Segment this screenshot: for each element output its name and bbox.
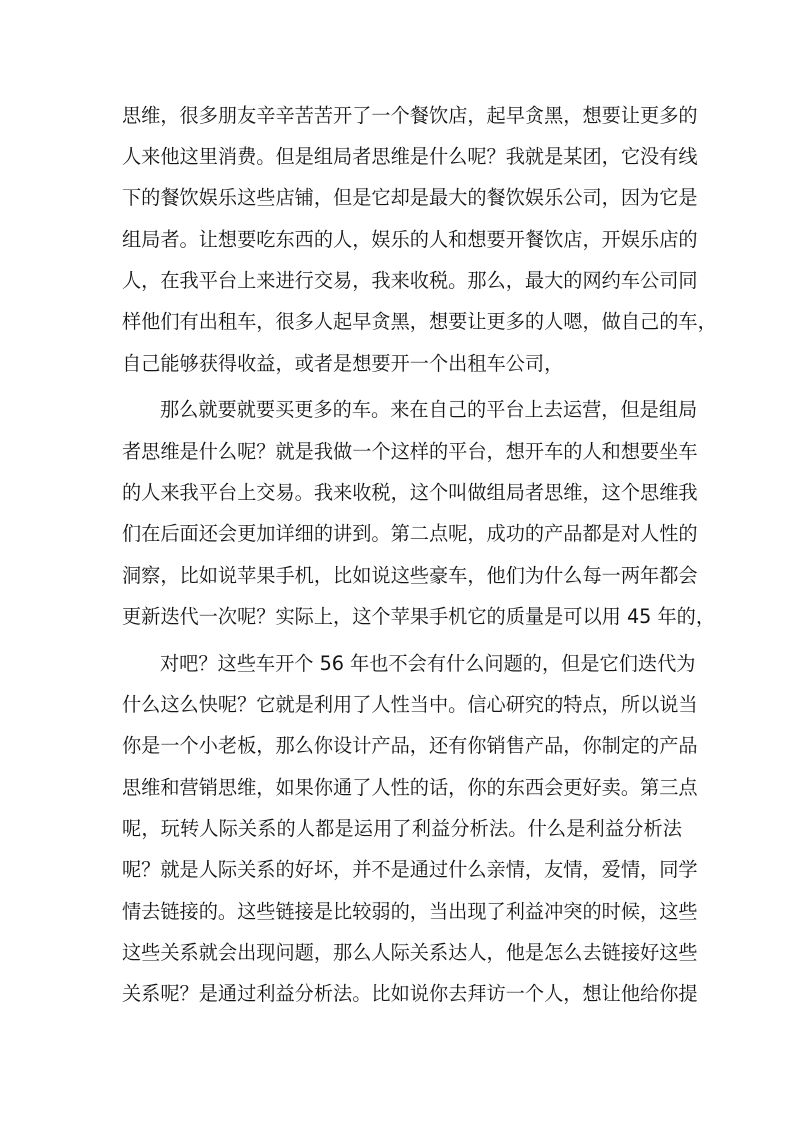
text-line-22: 关系呢？是通过利益分析法。比如说你去拜访一个人，想让他给你提: [122, 982, 698, 1005]
text-line-9: 者思维是什么呢？就是我做一个这样的平台，想开车的人和想要坐车: [122, 440, 698, 463]
text-line-21: 这些关系就会出现问题，那么人际关系达人，他是怎么去链接好这些: [122, 941, 698, 964]
text-line-19: 呢？就是人际关系的好坏，并不是通过什么亲情，友情，爱情，同学: [122, 858, 698, 881]
text-line-20: 情去链接的。这些链接是比较弱的，当出现了利益冲突的时候，这些: [122, 900, 698, 923]
text-line-7: 自己能够获得收益，或者是想要开一个出租车公司，: [122, 352, 564, 375]
text-line-16: 你是一个小老板，那么你设计产品，还有你销售产品，你制定的产品: [122, 734, 698, 757]
text-line-1: 思维，很多朋友辛辛苦苦开了一个餐饮店，起早贪黑，想要让更多的: [122, 104, 698, 127]
text-line-13: 更新迭代一次呢？实际上，这个苹果手机它的质量是可以用 45 年的，: [122, 605, 716, 628]
text-line-5: 人，在我平台上来进行交易，我来收税。那么，最大的网约车公司同: [122, 269, 698, 292]
text-line-14: 对吧？这些车开个 56 年也不会有什么问题的，但是它们迭代为: [160, 652, 696, 675]
text-line-2: 人来他这里消费。但是组局者思维是什么呢？我就是某团，它没有线: [122, 145, 698, 168]
text-line-17: 思维和营销思维，如果你通了人性的话，你的东西会更好卖。第三点: [122, 776, 698, 799]
text-line-12: 洞察，比如说苹果手机，比如说这些豪车，他们为什么每一两年都会: [122, 564, 698, 587]
text-line-15: 什么这么快呢？它就是利用了人性当中。信心研究的特点，所以说当: [122, 693, 698, 716]
text-line-11: 们在后面还会更加详细的讲到。第二点呢，成功的产品都是对人性的: [122, 522, 698, 545]
text-line-6: 样他们有出租车，很多人起早贪黑，想要让更多的人嗯，做自己的车，: [122, 310, 717, 333]
text-line-4: 组局者。让想要吃东西的人，娱乐的人和想要开餐饮店，开娱乐店的: [122, 228, 698, 251]
text-line-3: 下的餐饮娱乐这些店铺，但是它却是最大的餐饮娱乐公司，因为它是: [122, 186, 698, 209]
text-line-8: 那么就要就要买更多的车。来在自己的平台上去运营，但是组局: [160, 398, 698, 421]
text-line-10: 的人来我平台上交易。我来收税，这个叫做组局者思维，这个思维我: [122, 481, 698, 504]
text-line-18: 呢，玩转人际关系的人都是运用了利益分析法。什么是利益分析法: [122, 817, 682, 840]
